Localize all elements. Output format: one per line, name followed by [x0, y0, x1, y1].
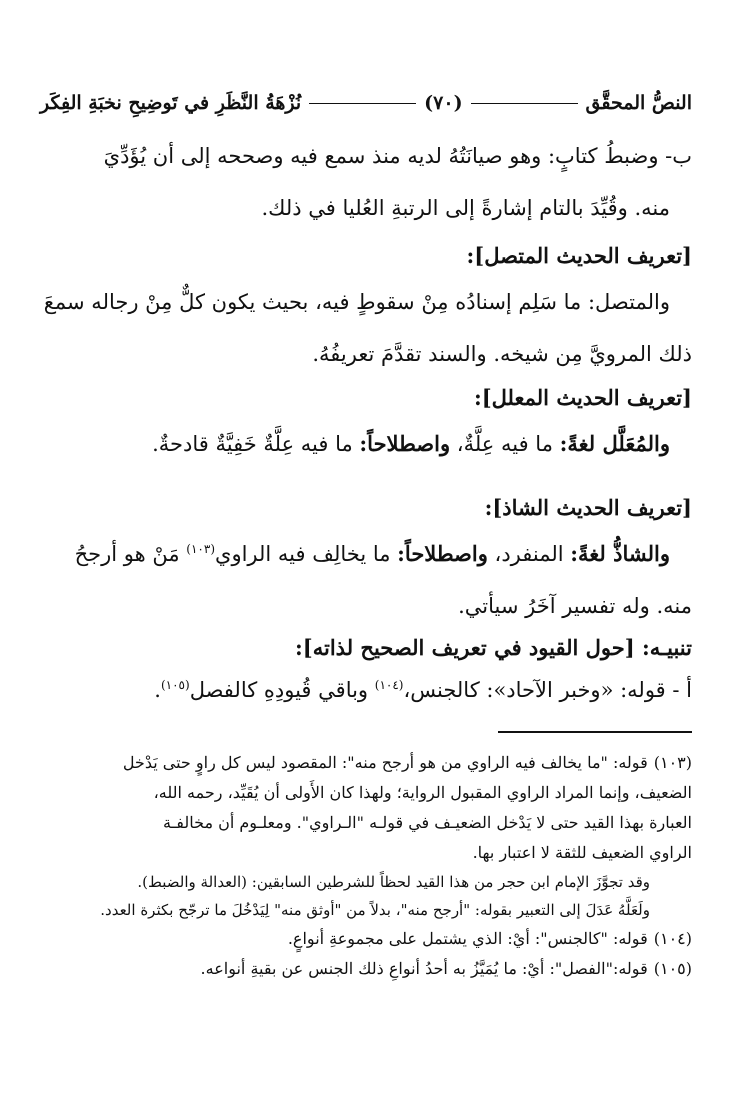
book-page	[40, 0, 692, 1110]
definition-text: ما فيه عِلَّةٌ،	[450, 432, 560, 456]
tanbih-text: وباقي قُيودِهِ كالفصل	[189, 678, 375, 702]
header-rule	[309, 103, 416, 104]
paragraph-line: منه. وقُيِّدَ بالتام إشارةً إلى الرتبةِ العُليا في ذلك.	[261, 196, 670, 220]
tanbih-text: أ - قوله: «وخبر الآحاد»: كالجنس،	[403, 678, 692, 702]
section-muallal	[40, 378, 692, 470]
footnote-ref-104[interactable]: (١٠٤)	[374, 678, 404, 692]
definition-text: المنفرد،	[487, 542, 571, 566]
term-istilah: واصطلاحاً:	[397, 541, 488, 566]
section-tanbih	[40, 628, 692, 712]
footnote-text: قوله: "كالجنس": أيْ: الذي يشتمل على مجموعةِ أنواعٍ.	[287, 929, 648, 948]
footnote-line: العبارة بهذا القيد حتى لا يَدْخل الضعيـف في قولـه "الـراوي". ومعلـوم أن مخالفـة	[163, 813, 692, 832]
page-header	[40, 88, 692, 118]
section-heading: [تعريف الحديث المعلل]:	[473, 385, 692, 410]
footnote-104	[40, 924, 692, 954]
section-heading: [تعريف الحديث المتصل]:	[466, 243, 692, 268]
term-lugha: والشاذُّ لغةً:	[570, 541, 670, 566]
footnotes	[40, 748, 692, 984]
footnote-divider	[498, 731, 692, 733]
tanbih-text: .	[154, 678, 161, 702]
paragraph-line	[40, 418, 692, 470]
footnote-103	[40, 748, 692, 778]
footnote-line: الضعيف، وإنما المراد الراوي المقبول الرواية؛ ولهذا كان الأَولى أن يُقَيِّد، رحمه الله،	[153, 783, 692, 802]
paragraph-line	[40, 668, 692, 712]
paragraph-line: والمتصل: ما سَلِم إسنادُه مِنْ سقوطٍ فيه، بحيث يكون كلٌّ مِنْ رجاله سمعَ	[43, 290, 670, 314]
paragraph-line	[40, 528, 692, 580]
term-istilah: واصطلاحاً:	[359, 431, 451, 456]
section-muttasil	[40, 236, 692, 380]
paragraph-line: منه. وله تفسير آخَرُ سيأتي.	[458, 594, 692, 618]
footnote-line: وقد تجوَّزَ الإمام ابن حجر من هذا القيد لحظاً للشرطين السابقين: (العدالة والضبط).	[137, 873, 650, 891]
footnote-number: (١٠٥)	[653, 959, 692, 978]
paragraph-line: ذلك المرويَّ مِن شيخه. والسند تقدَّمَ تعريفُهُ.	[312, 342, 692, 366]
footnote-text: قوله: "ما يخالف فيه الراوي من هو أرجح منه": المقصود ليس كل راوٍ حتى يَدْخل	[122, 753, 648, 772]
definition-text: مَنْ هو أرجحُ	[74, 542, 187, 566]
footnote-ref-103[interactable]: (١٠٣)	[186, 542, 216, 556]
page-number: (٧٠)	[424, 92, 463, 114]
footnote-number: (١٠٤)	[653, 929, 692, 948]
definition-text: ما فيه عِلَّةٌ خَفِيَّةٌ قادحةٌ.	[152, 432, 360, 456]
footnote-line: ولَعَلَّهُ عَدَلَ إلى التعبير بقوله: "أرجح منه"، بدلاً من "أوثق منه" لِيَدْخُلَ ما ترجّح بكثرة العدد.	[100, 901, 650, 919]
book-title: نُزْهَةُ النَّظَرِ في تَوضِيحِ نخبَةِ الفِكَر	[39, 92, 302, 114]
tanbih-title: [حول القيود في تعريف الصحيح لذاته]:	[295, 635, 642, 660]
footnote-number: (١٠٣)	[653, 753, 692, 772]
footnote-line: الراوي الضعيف للثقة لا اعتبار بها.	[472, 843, 692, 862]
section-heading	[40, 628, 692, 668]
section-shadh	[40, 488, 692, 632]
section-b	[40, 130, 692, 234]
footnote-105	[40, 954, 692, 984]
chapter-title: النصُّ المحقَّق	[585, 92, 692, 114]
footnote-ref-105[interactable]: (١٠٥)	[160, 678, 190, 692]
tanbih-label: تنبيـه:	[641, 635, 692, 660]
section-heading: [تعريف الحديث الشاذ]:	[484, 495, 692, 520]
term-lugha: والمُعَلَّل لغةً:	[559, 431, 670, 456]
definition-text: ما يخالِف فيه الراوي	[215, 542, 398, 566]
paragraph-line: ب- وضبطُ كتابٍ: وهو صيانَتُهُ لديه منذ سمع فيه وصححه إلى أن يُؤَدِّيَ	[103, 144, 692, 168]
header-rule	[471, 103, 578, 104]
footnote-text: قوله:"الفصل": أيْ: ما يُمَيَّزُ به أحدُ أنواعِ ذلك الجنس عن بقيةِ أنواعه.	[200, 959, 648, 978]
